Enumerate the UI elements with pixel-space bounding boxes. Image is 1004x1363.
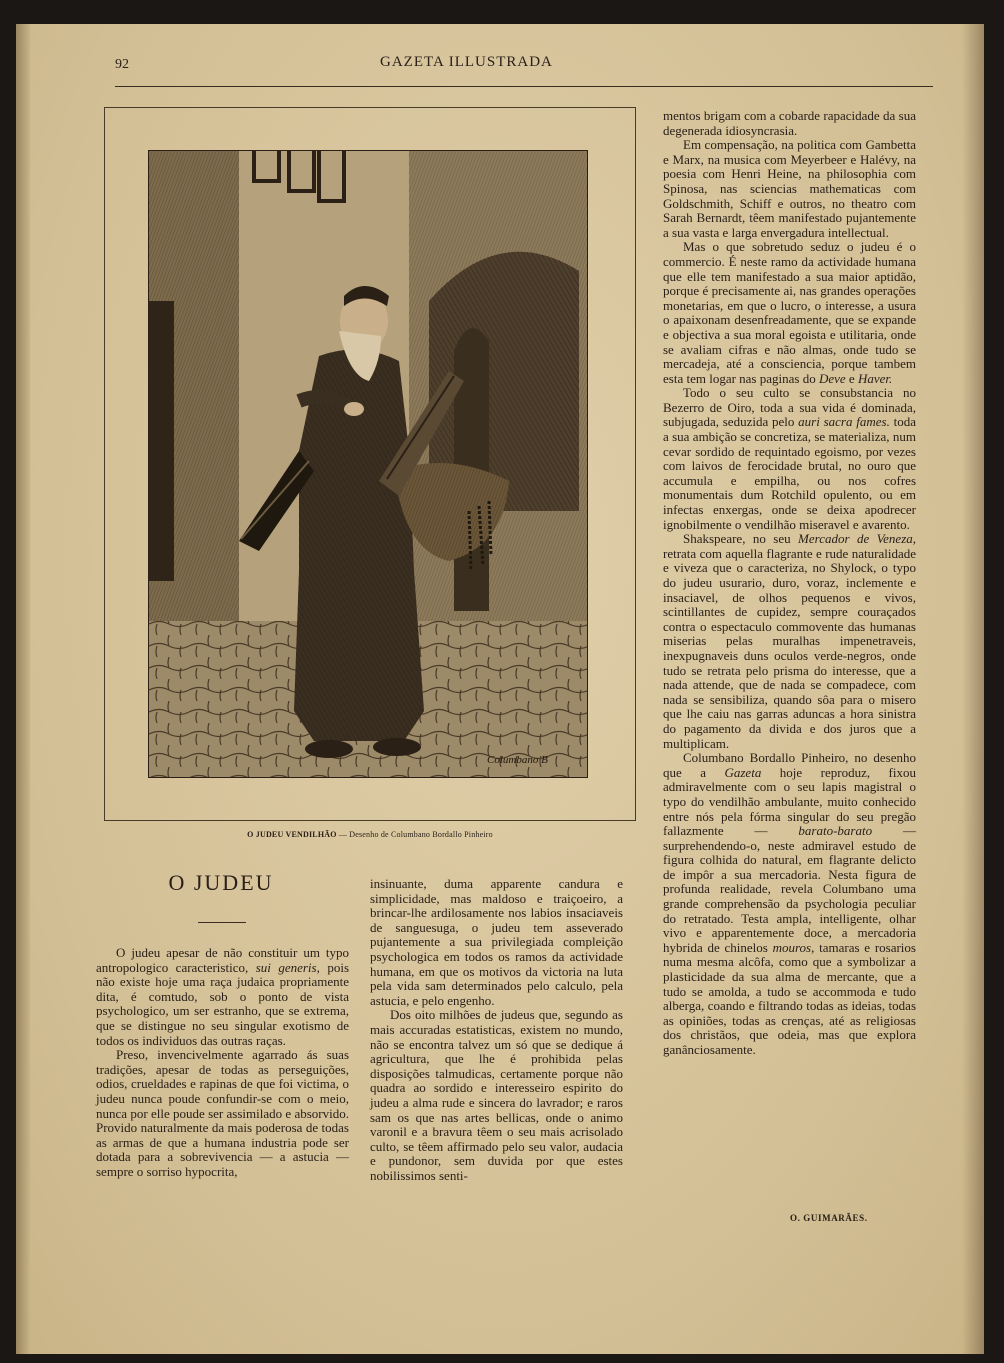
page-binding-edge [16, 24, 30, 1354]
paragraph: Dos oito milhões de judeus que, segundo as mais accuradas estatisticas, existem no mundo, não se encontra talvez um só que se dedique á agricultura, que lhe é prohibida pelas disposições talmudicas, certamente porque não quadra ao sordido e interesseiro espirito do judeu a alma rude e sincera do lavrador; e raros sam os que nas artes bellicas, onde o animo varonil e a bravura têem o seu mais acrisolado culto, se têem affirmado pelo seu valor, audacia e pundonor, sem duvida por que estes nobilissimos senti- [370, 1007, 623, 1183]
header-rule [115, 86, 933, 87]
article-column-right [663, 109, 916, 1058]
caption-credit: — Desenho de Columbano Bordallo Pinheiro [338, 830, 493, 839]
illustration-caption [104, 830, 636, 839]
page-number: 92 [115, 57, 129, 72]
paragraph: mentos brigam com a cobarde rapacidade da sua degenerada idiosyncrasia. [663, 108, 916, 138]
paragraph: Mas o que sobretudo seduz o judeu é o commercio. É neste ramo da actividade humana que elle tem manifestado a sua maior aptidão, porque é precisamente ai, nas grandes operações monetarias, em que o lucro, o interesse, a usura o apaixonam desenfreadamente, que se expande e objectiva a sua moral egoista e utilitaria, onde se avaliam cifras e não almas, onde tudo se mercadeja, até a consciencia, porque tambem esta tem logar nas paginas do Deve e Haver. [663, 239, 916, 386]
engraving-illustration [148, 150, 588, 778]
paragraph: Todo o seu culto se consubstancia no Bezerro de Oiro, toda a sua vida é dominada, subjugada, seduzida pelo auri sacra fames. toda a sua ambição se concretiza, se materializa, num cevar sordido de requintado egoismo, por vezes com laivos de ferocidade brutal, no ouro que accumula e empilha, ou nos cofres monumentais dum Rotchild opulento, ou em infectas enxergas, onde se deixa apodrecer ignobilmente o vendilhão miseravel e avarento. [663, 385, 916, 532]
article-column-middle [370, 877, 623, 1183]
paragraph: O judeu apesar de não constituir um typo antropologico caracteristico, sui generis, pois não existe hoje uma raça judaica propriamente dita, é comtudo, sob o ponto de vista psychologico, um ser estranho, que se extrema, que se distingue no seu singular exotismo de todos os individuos das outras raças. [96, 945, 349, 1048]
paragraph: Em compensação, na politica com Gambetta e Marx, na musica com Meyerbeer e Halévy, na poesia com Henri Heine, na philosophia com Spinosa, nas sciencias mathematicas com Goldschmith, Schiff e outros, no theatro com Sarah Bernardt, têem manifestado pujantemente a sua vasta e larga envergadura intellectual. [663, 137, 916, 240]
journal-title: GAZETA ILLUSTRADA [380, 54, 553, 70]
page-fold-shadow [962, 24, 984, 1354]
illustration-signature: Columbano B [487, 754, 548, 766]
caption-title: O JUDEU VENDILHÃO [247, 830, 337, 839]
author-signature: O. GUIMARÃES. [790, 1213, 868, 1223]
paragraph: Columbano Bordallo Pinheiro, no desenho que a Gazeta hoje reproduz, fixou admiravelmente com o seu lapis magistral o typo do vendilhão ambulante, muito conhecido entre nós pela fórma singular do seu pregão fallazmente — barato-barato — surprehendendo-o, neste admiravel estudo de figura colhida do natural, em flagrante delicto de impôr a sua mercadoria. Nesta figura de profunda realidade, revela Columbano uma grande comprehensão da psychologia peculiar do retratado. Testa ampla, intelligente, olhar vivo e apparentemente doce, a mercadoria hybrida de chinelos mouros, tamaras e rosarios numa mesma alcôfa, como que a symbolizar a plasticidade da sua alma de mercante, que a tudo se amolda, a tudo se accommoda e tudo alberga, coando e filtrando todas as ideias, todas as opiniões, todas as crenças, até as religiosas dos christãos, que odeia, mas que explora ganânciosamente. [663, 750, 916, 1057]
title-rule [198, 922, 246, 923]
paragraph: Shakspeare, no seu Mercador de Veneza, retrata com aquella flagrante e rude naturalidade e viveza que o caracteriza, no Shylock, o typo do judeu usurario, duro, voraz, inclemente e insaciavel, de olhos pequenos e vivos, scintillantes de cupidez, sempre couraçados contra o espectaculo commovente das humanas miserias pelas muralhas impenetraveis, inexpugnaveis duns oculos verde-negros, onde tudo se retrata pelo prisma do interesse, que a nada attende, que de nada se compadece, com nada se sensibiliza, quando sôa para o misero que lhe caiu nas garras aduncas a hora sinistra do pagamento da divida e dos juros que a multiplicam. [663, 531, 917, 751]
paragraph: insinuante, duma apparente candura e simplicidade, mas maldoso e traiçoeiro, a brincar-lhe ardilosamente nos labios insaciaveis de sanguesuga, o judeu tem asseverado pujantemente a sua privilegiada compleição psychologica em todos os ramos da actividade humana, em que os motivos da victoria na luta pela vida sam determinados pelo calculo, pela astucia, e pelo engenho. [370, 876, 623, 1008]
article-column-left [96, 946, 349, 1180]
article-title: O JUDEU [168, 870, 274, 895]
paragraph: Preso, invencivelmente agarrado ás suas tradições, apesar de todas as perseguições, odios, crueldades e rapinas de que foi victima, o judeu nunca poude confundir-se com o meio, nunca por elle poude ser assimilado e absorvido. Provido naturalmente da mais poderosa de todas as armas de que a humana industria pode ser dotada para a sobrevivencia — a astucia — sempre o sorriso hypocrita, [96, 1047, 349, 1179]
